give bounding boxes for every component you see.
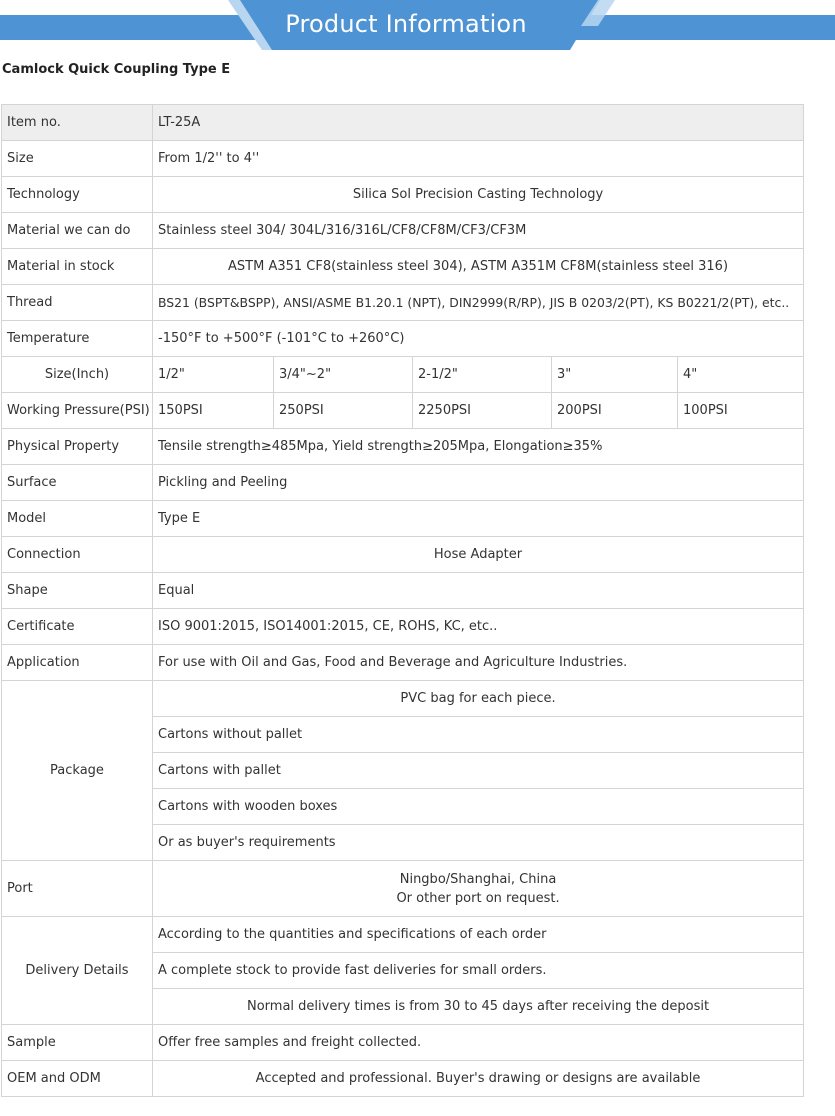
value-connection: Hose Adapter [153, 537, 804, 573]
label-model: Model [2, 501, 153, 537]
value-physical-property: Tensile strength≥485Mpa, Yield strength≥205Mpa, Elongation≥35% [153, 429, 804, 465]
label-size-inch: Size(Inch) [2, 357, 153, 393]
label-port: Port [2, 861, 153, 917]
label-item-no: Item no. [2, 105, 153, 141]
delivery-detail: A complete stock to provide fast deliveries for small orders. [153, 953, 804, 989]
value-certificate: ISO 9001:2015, ISO14001:2015, CE, ROHS, KC, etc.. [153, 609, 804, 645]
pressure-cell: 100PSI [678, 393, 804, 429]
label-package: Package [2, 681, 153, 861]
label-temperature: Temperature [2, 321, 153, 357]
value-temperature: -150°F to +500°F (-101°C to +260°C) [153, 321, 804, 357]
label-shape: Shape [2, 573, 153, 609]
table-row [2, 501, 804, 537]
value-model: Type E [153, 501, 804, 537]
table-row [2, 861, 804, 917]
size-inch-cell: 1/2" [153, 357, 274, 393]
value-item-no: LT-25A [153, 105, 804, 141]
label-thread: Thread [2, 285, 153, 321]
value-surface: Pickling and Peeling [153, 465, 804, 501]
table-row [2, 917, 804, 953]
value-port [153, 861, 804, 917]
table-row [2, 1061, 804, 1097]
package-option: Cartons without pallet [153, 717, 804, 753]
value-material-stock: ASTM A351 CF8(stainless steel 304), ASTM A351M CF8M(stainless steel 316) [153, 249, 804, 285]
spec-table [1, 104, 804, 1097]
product-name: Camlock Quick Coupling Type E [2, 62, 231, 77]
size-inch-cell: 3" [552, 357, 678, 393]
value-size: From 1/2'' to 4'' [153, 141, 804, 177]
table-row [2, 285, 804, 321]
pressure-cell: 150PSI [153, 393, 274, 429]
table-row [2, 681, 804, 717]
table-row [2, 249, 804, 285]
label-material-stock: Material in stock [2, 249, 153, 285]
label-physical-property: Physical Property [2, 429, 153, 465]
table-row [2, 573, 804, 609]
table-row [2, 357, 804, 393]
value-oem-odm: Accepted and professional. Buyer's drawing or designs are available [153, 1061, 804, 1097]
page-title: Product Information [285, 10, 527, 38]
label-delivery-details: Delivery Details [2, 917, 153, 1025]
delivery-detail: Normal delivery times is from 30 to 45 days after receiving the deposit [153, 989, 804, 1025]
package-option: PVC bag for each piece. [153, 681, 804, 717]
table-row [2, 321, 804, 357]
label-size: Size [2, 141, 153, 177]
table-row [2, 1025, 804, 1061]
table-row [2, 177, 804, 213]
label-material: Material we can do [2, 213, 153, 249]
table-row [2, 609, 804, 645]
value-technology: Silica Sol Precision Casting Technology [153, 177, 804, 213]
value-sample: Offer free samples and freight collected. [153, 1025, 804, 1061]
label-surface: Surface [2, 465, 153, 501]
table-row [2, 645, 804, 681]
label-sample: Sample [2, 1025, 153, 1061]
package-option: Or as buyer's requirements [153, 825, 804, 861]
table-row [2, 429, 804, 465]
size-inch-cell: 2-1/2" [413, 357, 552, 393]
table-row [2, 105, 804, 141]
value-application: For use with Oil and Gas, Food and Beverage and Agriculture Industries. [153, 645, 804, 681]
pressure-cell: 2250PSI [413, 393, 552, 429]
package-option: Cartons with wooden boxes [153, 789, 804, 825]
size-inch-cell: 3/4"~2" [274, 357, 413, 393]
label-technology: Technology [2, 177, 153, 213]
label-application: Application [2, 645, 153, 681]
label-connection: Connection [2, 537, 153, 573]
label-oem-odm: OEM and ODM [2, 1061, 153, 1097]
label-certificate: Certificate [2, 609, 153, 645]
port-line: Ningbo/Shanghai, China [399, 871, 557, 887]
title-banner [0, 0, 835, 52]
label-working-pressure: Working Pressure(PSI) [2, 393, 153, 429]
pressure-cell: 200PSI [552, 393, 678, 429]
pressure-cell: 250PSI [274, 393, 413, 429]
value-material: Stainless steel 304/ 304L/316/316L/CF8/CF8M/CF3/CF3M [153, 213, 804, 249]
package-option: Cartons with pallet [153, 753, 804, 789]
value-shape: Equal [153, 573, 804, 609]
table-row [2, 141, 804, 177]
table-row [2, 213, 804, 249]
size-inch-cell: 4" [678, 357, 804, 393]
value-thread: BS21 (BSPT&BSPP), ANSI/ASME B1.20.1 (NPT), DIN2999(R/RP), JIS B 0203/2(PT), KS B0221/2(PT), etc.. [153, 285, 804, 321]
delivery-detail: According to the quantities and specifications of each order [153, 917, 804, 953]
port-line: Or other port on request. [396, 890, 560, 906]
table-row [2, 465, 804, 501]
table-row [2, 537, 804, 573]
table-row [2, 393, 804, 429]
